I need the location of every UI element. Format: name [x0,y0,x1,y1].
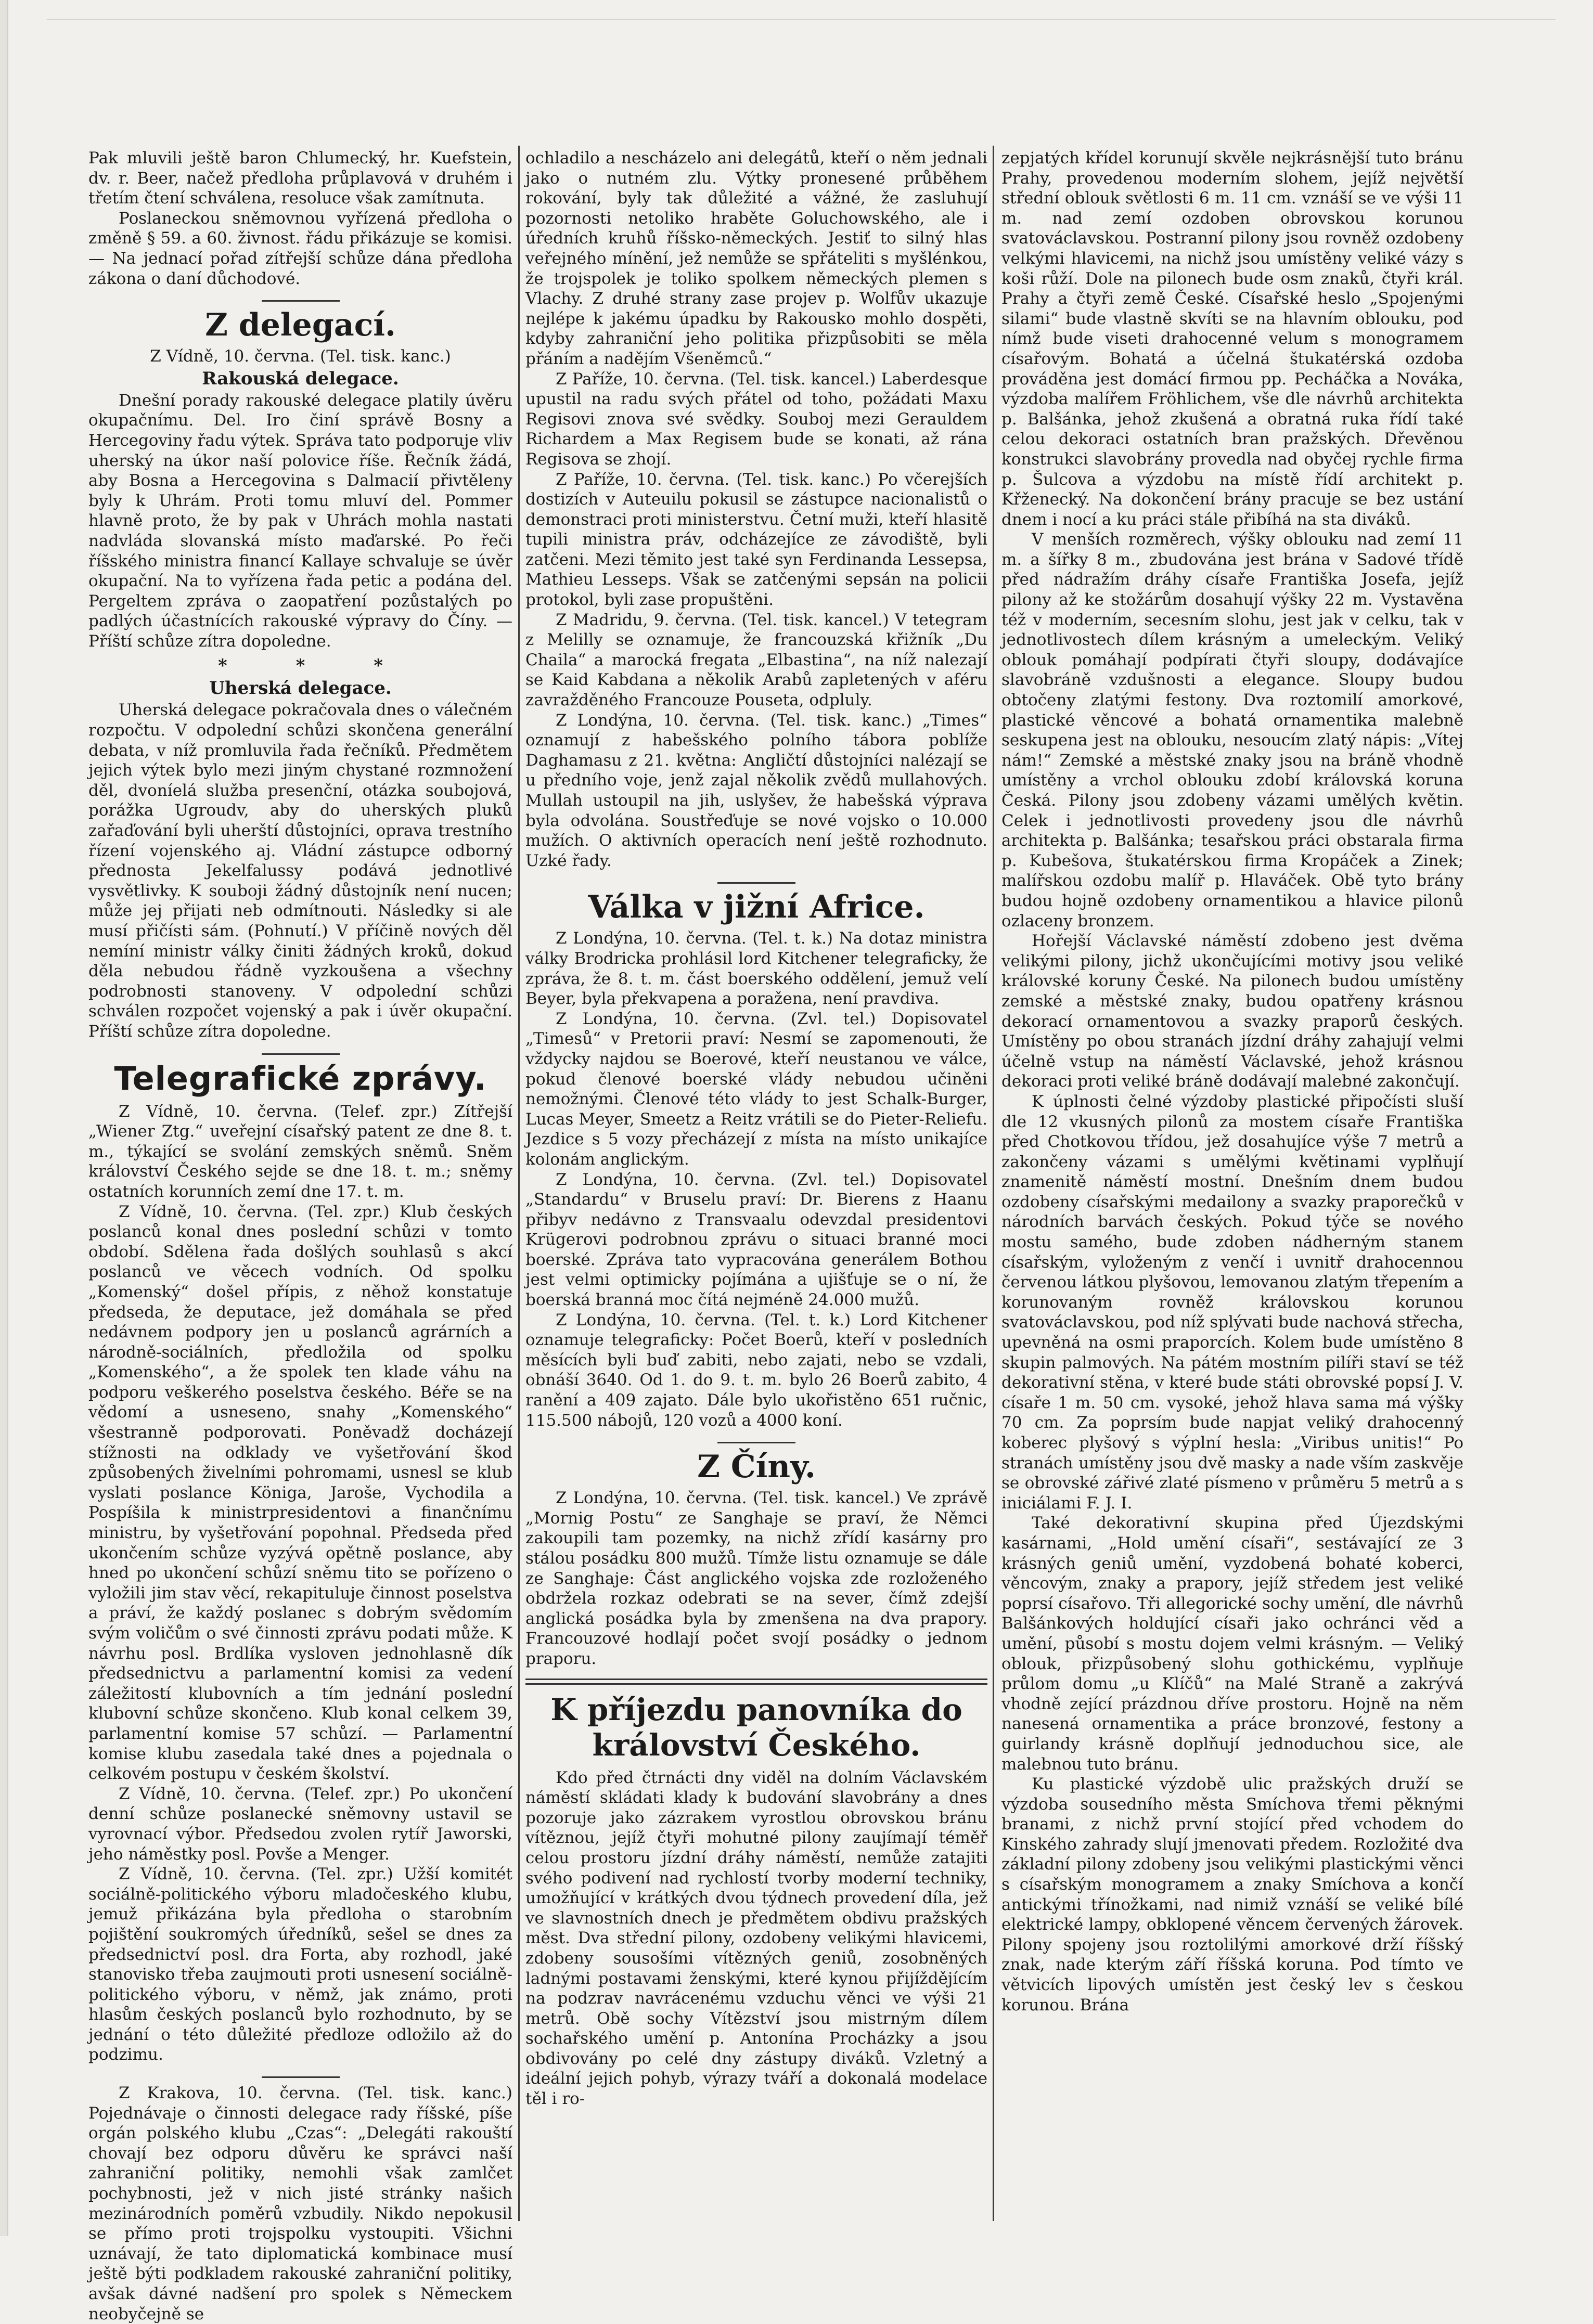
article-paragraph: Z Madridu, 9. června. (Tel. tisk. kancel.) V tetegram z Melilly se oznamuje, že francouzská křižník „Du Chaila“ a marocká fregata „Elbastina“, na níž nalezají se Kaid Kabdana a několik Arabů zapletených v aféru zavražděného Francouze Pouseta, odpluly. [525,610,987,710]
column-right [1001,148,1463,2221]
article-paragraph: Z Londýna, 10. června. (Tel. tisk. kanc.) „Times“ oznamují z habešského polního tábora poblíže Daghamasu z 21. května: Angličtí důstojníci nalézají se u předního voje, jenž zajal několik zvědů mullahových. Mullah ustoupil na jih, uslyšev, že habešská výprava byla odvolána. Soustřeďuje se nové vojsko o 10.000 mužích. O aktivních operacích není ještě rozhodnuto. Uzké řady. [525,711,987,870]
article-paragraph: zepjatých křídel korunují skvěle nejkrásnější tuto bránu Prahy, provedenou moderním slohem, jejíž největší střední oblouk světlosti 6 m. 11 cm. vznáší se ve výši 11 m. nad zemí ozdoben obrovskou korunou svatováclavskou. Postranní pilony jsou rovněž ozdobeny velkými hlavicemi, na nichž jsou umístěny veliké vázy s koši růží. Dole na pilonech bude osm znaků, čtyři král. Prahy a čtyři země České. Císařské heslo „Spojenými silami“ bude vlastně skvíti se na hlavním oblouku, pod nímž bude viseti drahocenné velum s monogramem císařovým. Bohatá a účelná štukatérská ozdoba prováděna jest domácí firmou pp. Pecháčka a Nováka, výzdoba malířem Fröhlichem, vše dle návrhů architekta p. Balšánka, jehož zkušená a obratná ruka řídí také celou dekoraci ostatních bran pražských. Dřevěnou konstrukci slavobrány provedla nad obyčej rychle firma p. Šulcova a výzdobu na místě řídí architekt p. Křženecký. Na dokončení brány pracuje se bez ustání dnem i nocí a ku práci stále přibíhá na sta diváků. [1001,149,1463,529]
section-heading: K příjezdu panovníka do království Českého. [550,1692,962,1763]
asterism-divider: * * * [217,655,414,677]
article-paragraph: Z Paříže, 10. června. (Tel. tisk. kancel.) Laberdesque upustil na radu svých přátel od toho, požádati Maxu Regisovi znova své svědky. Souboj mezi Gerauldem Richardem a Max Regisem bude se konati, až rána Regisova se zhojí. [525,369,987,469]
article-paragraph: Ku plastické výzdobě ulic pražských druží se výzdoba sousedního města Smíchova třemi pěknými branami, z nichž první stojící před vchodem do Kinského zahrady slují jmenovati předem. Rozložité dva základní pilony zdobeny jsou velikými plastickými věnci s císařským monogramem a znaky Smíchova a končí antickými třínožkami, nad nimiž vznáší se veliké bílé elektrické lampy, obklopené věncem červených žárovek. Pilony spojeny jsou roztolilými amorkové drží říšský znak, nade kterým září říšská koruna. Pod tímto ve větvicích lipových umístěn jest český lev s českou korunou. Brána [1001,1775,1463,2015]
top-rule [47,19,1556,20]
article-paragraph: Kdo před čtrnácti dny viděl na dolním Václavském náměstí skládati klady k budování slavobrány a dnes pozoruje jako zázrakem vyrostlou obrovskou bránu vítěznou, jejíž čtyři mohutné pilony zaujímají téměř celou prostoru jízdní dráhy náměstí, nemůže zatajiti svého podivení nad rychlostí tvorby moderní techniky, umožňující v krátkých dvou týdnech provedení díla, jež ve slavnostních dnech je předmětem obdivu pražských měst. Dva střední pilony, ozdobeny velikými hlavicemi, zdobeny sousošími vítězných geniů, zosobněných ladnými postavami ženskými, které kynou přijíždějícím na podzrav navrácenému vzduchu věnci ve výši 21 metrů. Obě sochy Vítězství jsou mistrným dílem sochařského umění p. Antonína Procházky a jsou obdivovány po celé dny zástupy diváků. Vzletný a ideální jejich pohyb, výrazy tváří a dokonalá modelace těl i ro- [525,1768,987,2109]
sub-heading: Uherská delegace. [209,678,392,699]
section-divider [262,300,340,302]
article-paragraph: Poslaneckou sněmovnou vyřízená předloha o změně § 59. a 60. živnost. řádu přikázuje se komisi. — Na jednací pořad zítřejší schůze dána předloha zákona o daní důchodové. [88,209,512,288]
article-paragraph: ochladilo a nescházelo ani delegátů, kteří o něm jednali jako o nutném zlu. Výtky pronesené průběhem rokování, byly tak důležité a vážné, že zasluhují pozornosti netoliko hraběte Goluchowského, ale i úředních kruhů říšsko-německých. Jestiť to silný hlas veřejného mínění, jež nemůže se spřáteliti s myšlénkou, že trojspolek je toliko spolkem německých plemen s Vlachy. Z druhé strany zase projev p. Wolfův ukazuje nejlépe k jakému úpadku by Rakousko mohlo dospěti, kdyby zahraniční jeho politika přizpůsobiti se měla přáním a nadějím Všeněmců.“ [525,149,987,368]
article-paragraph: Z Paříže, 10. června. (Tel. tisk. kanc.) Po včerejších dostizích v Auteuilu pokusil se zástupce nacionalistů o demonstraci proti ministerstvu. Četní muži, kteří hlasitě tupili ministra práv, odcházejíce ze závodiště, byli zatčeni. Mezi těmito jest také syn Ferdinanda Lessepsa, Mathieu Lesseps. Však se zatčenými sepsán na policii protokol, byli zase propuštěni. [525,470,987,610]
column-middle [525,148,987,2221]
article-paragraph: Z Londýna, 10. června. (Tel. tisk. kancel.) Ve zprávě „Mornig Postu“ ze Sanghaje se praví, že Němci zakoupili tam pozemky, na nichž zřídí kasárny pro stálou posádku 800 mužů. Tímže listu oznamuje se dále ze Sanghaje: Část anglického vojska zde rozloženého obdržela rozkaz odebrati se na sever, čímž zdejší anglická posádka byla by zmenšena na dva prapory. Francouzové hodlají počet svojí posádky o jednom praporu. [525,1489,987,1668]
dateline: Z Vídně, 10. června. (Tel. tisk. kanc.) [150,347,451,366]
section-divider [717,882,795,884]
section-heading: Z delegací. [205,307,396,344]
article-paragraph: Z Londýna, 10. června. (Tel. t. k.) Lord Kitchener oznamuje telegraficky: Počet Boerů, kteří v posledních měsících byli buď zabiti, nebo zajati, nebo se vzdali, obnáší 3640. Od 1. do 9. t. m. bylo 26 Boerů zabito, 4 ranění a 409 zajato. Dále bylo ukořistěno 651 ručnic, 115.500 nábojů, 120 vozů a 4000 koní. [525,1310,987,1430]
section-heading: Telegrafické zprávy. [114,1059,487,1098]
article-paragraph: Také dekorativní skupina před Újezdskými kasárnami, „Hold umění císaři“, sestávající ze 3 krásných geniů umění, vyzdobená bohaté koberci, věncovým, znaky a prapory, jejíž středem jest veliké poprsí císařovo. Tři allegorické sochy umění, dle návrhů Balšánkových holdující císaři jako ochránci věd a umění, působí s mostu dojem velmi krásným. — Veliký oblouk, přizpůsobený slohu gothickému, vyplňuje průlom domu „u Klíčů“ na Malé Straně a zakrývá vhodně zející prázdnou dříve prostoru. Hojně na něm nanesená ornamentika a práce bronzové, festony a guirlandy krásně doplňují jednoduchou sice, ale malebnou tuto bránu. [1001,1514,1463,1774]
column-left [88,148,512,2323]
page-edge [0,0,8,2236]
article-paragraph: Z Vídně, 10. června. (Tel. zpr.) Klub českých poslanců konal dnes poslední schůzi v tomto období. Sdělena řada došlých souhlasů s akcí poslanců ve věcech vodních. Od spolku „Komenský“ došel přípis, z něhož konstatuje předseda, že deputace, jež domáhala se před nedávnem podpory jen u poslanců agrárních a národně-sociálních, předložila od spolku „Komenského“, a že spolek ten klade váhu na podporu veškerého poselstva českého. Béře se na vědomí a usneseno, snahy „Komenského“ všestranně podporovati. Poněvadž docházejí stížnosti na odklady ve vyšetřování škod způsobených živelními pohromami, usnesl se klub vyslati poslance Königa, Jaroše, Vychodila a Pospíšila k ministrpresidentovi a finančnímu ministru, by vyšetřování popohnal. Předseda před ukončením schůze vyzývá opětně poslance, aby hned po ukončení schůzí sněmu tito se pořízeno o vyložili jim stav věcí, rekapituluje činnost poselstva a práví, že každý poslanec s dobrým svědomím svým voličům o své činnosti zprávu podati může. K návrhu posl. Brdlíka vysloven jednohlasně dík předsednictvu a parlamentní komisi za vedení záležitostí klubovních a tím jednání poslední klubovní schůze skončeno. Klub konal celkem 39, parlamentní komise 57 schůzí. — Parlamentní komise klubu zasedala také dnes a pojednala o celkovém postupu v českém školství. [88,1202,512,1784]
article-paragraph: Dnešní porady rakouské delegace platily úvěru okupačnímu. Del. Iro činí správě Bosny a Hercegoviny řadu výtek. Správa tato podporuje vliv uherský na úkor naší polovice říše. Řečník žádá, aby Bosna a Hercegovina s Dalmacií přivtěleny byly k Uhrám. Proti tomu mluví del. Pommer hlavně proto, že by pak v Uhrách mohla nastati nadvláda slovanská místo maďarské. Po řeči říšského ministra financí Kallaye schvaluje se úvěr okupační. Na to vyřízena řada petic a podána del. Pergeltem zpráva o zaopatření pozůstalých po padlých účastnících rakouské výpravy do Číny. — Příští schůze zítra dopoledne. [88,391,512,651]
article-paragraph: Z Vídně, 10. června. (Telef. zpr.) Po ukončení denní schůze poslanecké sněmovny ustavil se vyrovnací výbor. Předsedou zvolen rytíř Jaworski, jeho náměstky posl. Povše a Menger. [88,1784,512,1864]
article-paragraph: K úplnosti čelné výzdoby plastické připočísti sluší dle 12 vkusných pilonů za mostem císaře Františka před Chotkovou třídou, jež dosahujíce výše 7 metrů a zakončeny vázami s umělými květinami vyplňují znamenitě náměstí mostní. Dnešním dnem budou ozdobeny císařskými medailony a svazky praporečků v národních barvách českých. Pokud týče se nového mostu samého, bude zdoben nádherným stanem císařským, vyloženým z venčí i uvnitř drahocennou červenou látkou plyšovou, lemovanou zlatým třepením a korunovaným rovněž královskou korunou svatováclavskou, pod níž splývati bude nachová střecha, upevněná na osmi praporcích. Kolem bude umístěno 8 skupin palmových. Na pátém mostním pilíři staví se též dekorativní stěna, v které bude státi obrovské popsí J. V. císaře 1 m. 50 cm. vysoké, jehož hlava sama má výšky 70 cm. Za poprsím bude napjat veliký drahocenný koberec plyšový s výplní hesla: „Viribus unitis!“ Po stranách umístěny jsou dvě masky a nade vším zaskvěje se obrovské zářivé zlaté písmeno v průměru 5 metrů a s iniciálami F. J. I. [1001,1092,1463,1513]
column-rule-right [993,146,994,2221]
article-paragraph: Z Vídně, 10. června. (Telef. zpr.) Zítřejší „Wiener Ztg.“ uveřejní císařský patent ze dne 8. t. m., týkající se svolání zemských sněmů. Sněm království Českého sejde se dne 18. t. m.; sněmy ostatních korunních zemí dne 17. t. m. [88,1102,512,1201]
section-divider [717,1442,795,1443]
article-paragraph: Z Vídně, 10. června. (Tel. zpr.) Užší komitét sociálně-politického výboru mladočeského klubu, jemuž přikázána byla předloha o starobním pojištění soukromých úředníků, sešel se dnes za předsednictví posl. dra Forta, aby rozhodl, jaké stanovisko třeba zaujmouti proti usnesení sociálně-politického výboru, v němž, jak známo, proti hlasům českých poslanců bylo rozhodnuto, by se jednání o této důležité předloze odložilo až do podzimu. [88,1865,512,2064]
section-divider [262,2076,340,2078]
article-paragraph: Z Krakova, 10. června. (Tel. tisk. kanc.) Pojednávaje o činnosti delegace rady říšské, píše orgán polského klubu „Czas“: „Delegáti rakouští chovají bez odporu důvěru ke správci naší zahraniční politiky, nemohli však zamlčet pochybnosti, jež v nich jisté stránky našich mezinárodních poměrů vzbudily. Nikdo nepokusil se přímo proti trojspolku vystoupiti. Všichni uznávají, že tato diplomatická kombinace musí ještě býti podkladem rakouské zahraniční politiky, avšak dávné nadšení pro spolek s Německem neobyčejně se [88,2084,512,2323]
sub-heading: Rakouská delegace. [202,368,399,389]
article-paragraph: Z Londýna, 10. června. (Zvl. tel.) Dopisovatel „Standardu“ v Bruselu praví: Dr. Bierens z Haanu přibyv nedávno z Transvaalu odevzdal presidentovi Krügerovi podrobnou zprávu o situaci branné moci boerské. Zpráva tato vypracována generálem Bothou jest velmi optimicky pojímána a ujišťuje se o ní, že boerská branná moc čítá nejméně 24.000 mužů. [525,1170,987,1310]
article-paragraph: Z Londýna, 10. června. (Tel. t. k.) Na dotaz ministra války Brodricka prohlásil lord Kitchener telegraficky, že zpráva, že 8. t. m. část boerského oddělení, jemuž velí Beyer, byla překvapena a poražena, není pravdiva. [525,929,987,1009]
article-paragraph: Z Londýna, 10. června. (Zvl. tel.) Dopisovatel „Timesů“ v Pretorii praví: Nesmí se zapomenouti, že vždycky najdou se Boerové, kteří neustanou ve válce, pokud členové boerské vlády nebudou učiněni nemožnými. Členové této vlády to jest Schalk-Burger, Lucas Meyer, Smeetz a Reitz vrátili se do Pieter-Reliefu. Jezdice s 5 vozy přecházejí z místa na místo unikajíce kolonám anglickým. [525,1009,987,1169]
section-heading: Z Číny. [697,1449,816,1486]
section-heading: Válka v jižní Africe. [588,889,925,926]
article-paragraph: V menších rozměrech, výšky oblouku nad zemí 11 m. a šířky 8 m., zbudována jest brána v Sadové třídě před nádražím dráhy císaře Františka Josefa, jejíž pilony až ke stožárům dosahují výšky 22 m. Vystavěna též v moderním, secesním slohu, jest jak v celku, tak v jednotlivostech dílem krásným a umeleckým. Veliký oblouk pomáhají podpírati čtyři sloupy, dodávajíce slavobráně vzdušnosti a elegance. Sloupy budou obtočeny zlatými festony. Dva roztomilí amorkové, plastické věncové a bohatá ornamentika malebně seskupena jest na oblouku, nesoucím zlatý nápis: „Vítej nám!“ Zemské a městské znaky jsou na bráně vhodně umístěny a vrchol oblouku zdobí královská koruna Česká. Pilony jsou zdobeny vázami umělých květin. Celek i jednotlivosti provedeny jsou dle návrhů architekta p. Balšánka; tesařskou práci obstarala firma p. Kubešova, štukatérskou firma Kropáček a Zinek; malířskou ozdobu malíř p. Hlaváček. Obě tyto brány budou hojně ozdobeny ornamentikou a hlavice pilonů ozlaceny bronzem. [1001,530,1463,931]
article-paragraph: Pak mluvili ještě baron Chlumecký, hr. Kuefstein, dv. r. Beer, načež předloha průplavová v druhém i třetím čtení schválena, resoluce však zamítnuta. [88,149,512,208]
article-paragraph: Uherská delegace pokračovala dnes o válečném rozpočtu. V odpolední schůzi skončena generální debata, v níž promluvila řada řečníků. Předmětem jejich výtek bylo mezi jiným chystané rozmnožení děl, dvoníelá služba presenční, otázka soubojová, porážka Ugroudv, aby do uherských pluků zařaďování byli uherští důstojníci, oprava trestního řízení vojenského aj. Vládní zástupce odborný přednosta Jekelfalussy podává jednotlivé vysvětlivky. K souboji žádný důstojník není nucen; může jej přijati neb odmítnouti. Následky si ale musí přičísti sám. (Pohnutí.) V příčině nových děl nemíní ministr války činiti žádných kroků, dokud děla nebudou řádně vyzkoušena a všechny podrobnosti stanoveny. V odpolední schůzi schválen rozpočet vojenský a pak i úvěr okupační. Příští schůze zítra dopoledne. [88,701,512,1041]
double-divider [525,1679,987,1685]
section-divider [262,1053,340,1055]
article-paragraph: Hořejší Václavské náměstí zdobeno jest dvěma velikými pilony, jichž ukončujícími motivy jsou veliké královské koruny České. Na pilonech budou umístěny zemské a městské znaky, budou opatřeny krásnou dekorací ornamentovou a svazky praporů českých. Umístěny po obou stranách jízdní dráhy zahajují velmi účelně vstup na náměstí Václavské, jehož krásnou dekoraci proti veliké bráně dodávají malebné zakončují. [1001,932,1463,1091]
column-rule-left [518,146,520,2221]
